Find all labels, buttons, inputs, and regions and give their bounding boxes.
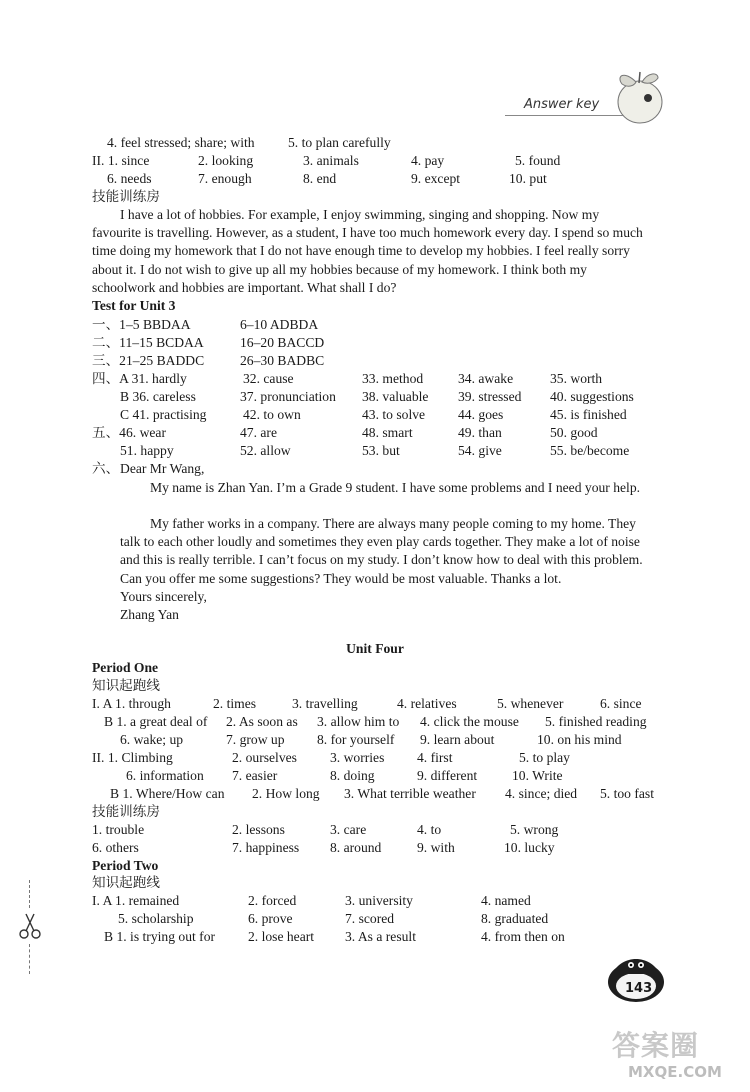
answer-item: 6. prove	[248, 911, 293, 926]
answer-item: 5. to play	[519, 750, 570, 765]
answer-item: 3. allow him to	[317, 714, 400, 729]
answer-item: 5. finished reading	[545, 714, 647, 729]
answer-item: 二、11–15 BCDAA	[92, 335, 204, 350]
answer-item: 43. to solve	[362, 407, 426, 422]
answer-item: 三、21–25 BADDC	[92, 353, 205, 368]
letter-label: 六、	[92, 461, 120, 476]
answer-item: 10. on his mind	[537, 732, 622, 747]
answer-item: 2. As soon as	[226, 714, 298, 729]
answer-item: B 1. is trying out for	[104, 929, 216, 944]
answer-item: II. 1. Climbing	[92, 750, 173, 765]
answer-item: 10. lucky	[504, 840, 555, 855]
answer-item: 4. named	[481, 893, 531, 908]
answer-item: 8. around	[330, 840, 382, 855]
answer-item: 50. good	[550, 425, 598, 440]
answer-item: B 1. Where/How can	[110, 786, 225, 801]
answer-item: 3. animals	[303, 153, 359, 168]
header-rule	[505, 115, 623, 116]
answer-item: 7. grow up	[226, 732, 285, 747]
answer-item: 2. ourselves	[232, 750, 297, 765]
answer-item: 45. is finished	[550, 407, 627, 422]
answer-item: 4. to	[417, 822, 442, 837]
letter-closing: Yours sincerely,	[120, 589, 207, 604]
answer-item: 42. to own	[243, 407, 301, 422]
answer-item: B 1. a great deal of	[104, 714, 208, 729]
answer-item: 7. happiness	[232, 840, 300, 855]
essay-paragraph: I have a lot of hobbies. For example, I enjoy swimming, singing and shopping. Now my favourite is travelling. However, as a student, I have too much homework every day. I spend so much time doing my homework that I do not have enough time to develop my hobbies. I feel really sorry about it. I do not wish to give up all my hobbies because of my homework. I think both my schoolwork and hobbies are important. What shall I do?	[92, 207, 643, 295]
answer-item: 9. except	[411, 171, 461, 186]
skill-heading: 技能训练房	[92, 189, 160, 204]
answer-item: 53. but	[362, 443, 400, 458]
answer-item: 一、1–5 BBDAA	[92, 317, 191, 332]
answer-item: B 36. careless	[120, 389, 196, 404]
answer-item: 2. lessons	[232, 822, 285, 837]
cut-line	[29, 880, 30, 908]
answer-item: 34. awake	[458, 371, 514, 386]
answer-item: 4. click the mouse	[420, 714, 519, 729]
watermark-url: MXQE.COM	[628, 1063, 722, 1081]
answer-item: 4. relatives	[397, 696, 457, 711]
answer-item: 52. allow	[240, 443, 291, 458]
answer-item: 6. needs	[107, 171, 152, 186]
answer-item: 48. smart	[362, 425, 413, 440]
answer-item: 3. What terrible weather	[344, 786, 476, 801]
answer-item: 55. be/become	[550, 443, 630, 458]
answer-item: 35. worth	[550, 371, 603, 386]
letter-greeting: Dear Mr Wang,	[120, 461, 205, 476]
answer-item: 8. graduated	[481, 911, 549, 926]
answer-item: 2. lose heart	[248, 929, 315, 944]
answer-item: 4. from then on	[481, 929, 565, 944]
answer-item: 2. times	[213, 696, 257, 711]
header-label: Answer key	[524, 97, 600, 112]
answer-item: 33. method	[362, 371, 424, 386]
answer-item: 五、46. wear	[92, 425, 166, 440]
answer-item: 6. wake; up	[120, 732, 184, 747]
answer-item: 5. to plan carefully	[288, 135, 391, 150]
scissors-icon	[18, 912, 42, 940]
letter-paragraph: My father works in a company. There are always many people coming to my home. They talk to each other loudly and sometimes they even play cards together. They make a lot of noise and this is really terrible. I can’t focus on my study. I don’t know how to deal with this problem. Can you offer me some suggestions? They would be most valuable. Thanks a lot.	[120, 516, 643, 586]
answer-item: 3. care	[330, 822, 367, 837]
answer-item: 49. than	[458, 425, 502, 440]
answer-item: 4. feel stressed; share; with	[107, 135, 255, 150]
answer-item: 7. enough	[198, 171, 252, 186]
answer-item: 3. university	[345, 893, 413, 908]
answer-item: 2. How long	[252, 786, 320, 801]
answer-item: 39. stressed	[458, 389, 522, 404]
answer-item: 7. easier	[232, 768, 278, 783]
answer-item: 4. pay	[411, 153, 445, 168]
answer-item: 3. worries	[330, 750, 385, 765]
answer-item: I. A 1. through	[92, 696, 171, 711]
answer-item: 9. with	[417, 840, 455, 855]
watermark: 答案圈	[612, 1029, 700, 1062]
answer-item: 6. others	[92, 840, 139, 855]
answer-item: 四、A 31. hardly	[92, 371, 187, 386]
letter-signature: Zhang Yan	[120, 607, 179, 622]
answer-item: 54. give	[458, 443, 502, 458]
fruit-icon	[612, 66, 664, 126]
answer-item: 4. first	[417, 750, 453, 765]
answer-item: 3. As a result	[345, 929, 416, 944]
answer-item: 5. wrong	[510, 822, 559, 837]
answer-item: 8. for yourself	[317, 732, 395, 747]
answer-item: 26–30 BADBC	[240, 353, 325, 368]
answer-item: 7. scored	[345, 911, 395, 926]
answer-item: 5. too fast	[600, 786, 654, 801]
knowledge-heading: 知识起跑线	[92, 678, 160, 693]
knowledge-heading: 知识起跑线	[92, 875, 160, 890]
answer-item: 4. since; died	[505, 786, 578, 801]
answer-item: 40. suggestions	[550, 389, 634, 404]
answer-item: 38. valuable	[362, 389, 429, 404]
answer-item: 32. cause	[243, 371, 294, 386]
answer-item: 51. happy	[120, 443, 174, 458]
answer-item: 9. learn about	[420, 732, 495, 747]
answer-item: 5. whenever	[497, 696, 564, 711]
answer-item: II. 1. since	[92, 153, 150, 168]
answer-item: 10. Write	[512, 768, 563, 783]
answer-item: 3. travelling	[292, 696, 358, 711]
unit-title: Unit Four	[346, 641, 404, 656]
answer-item: 5. found	[515, 153, 561, 168]
letter-paragraph: My name is Zhan Yan. I’m a Grade 9 student. I have some problems and I need your help.	[150, 480, 641, 495]
period-title: Period One	[92, 660, 159, 675]
answer-item: 2. forced	[248, 893, 297, 908]
answer-item: 1. trouble	[92, 822, 145, 837]
answer-item: 47. are	[240, 425, 277, 440]
cut-line	[29, 944, 30, 974]
answer-item: 9. different	[417, 768, 478, 783]
answer-item: 10. put	[509, 171, 547, 186]
answer-item: 16–20 BACCD	[240, 335, 325, 350]
answer-item: 2. looking	[198, 153, 254, 168]
answer-item: 6–10 ADBDA	[240, 317, 319, 332]
answer-item: 6. information	[126, 768, 204, 783]
answer-item: C 41. practising	[120, 407, 207, 422]
test3-title: Test for Unit 3	[92, 298, 176, 313]
page-number: 143	[625, 981, 653, 996]
answer-item: 44. goes	[458, 407, 504, 422]
period-title: Period Two	[92, 858, 159, 873]
skill-heading: 技能训练房	[92, 804, 160, 819]
answer-item: 5. scholarship	[118, 911, 194, 926]
answer-item: 8. doing	[330, 768, 375, 783]
answer-item: I. A 1. remained	[92, 893, 180, 908]
answer-item: 8. end	[303, 171, 337, 186]
answer-item: 6. since	[600, 696, 642, 711]
answer-item: 37. pronunciation	[240, 389, 336, 404]
